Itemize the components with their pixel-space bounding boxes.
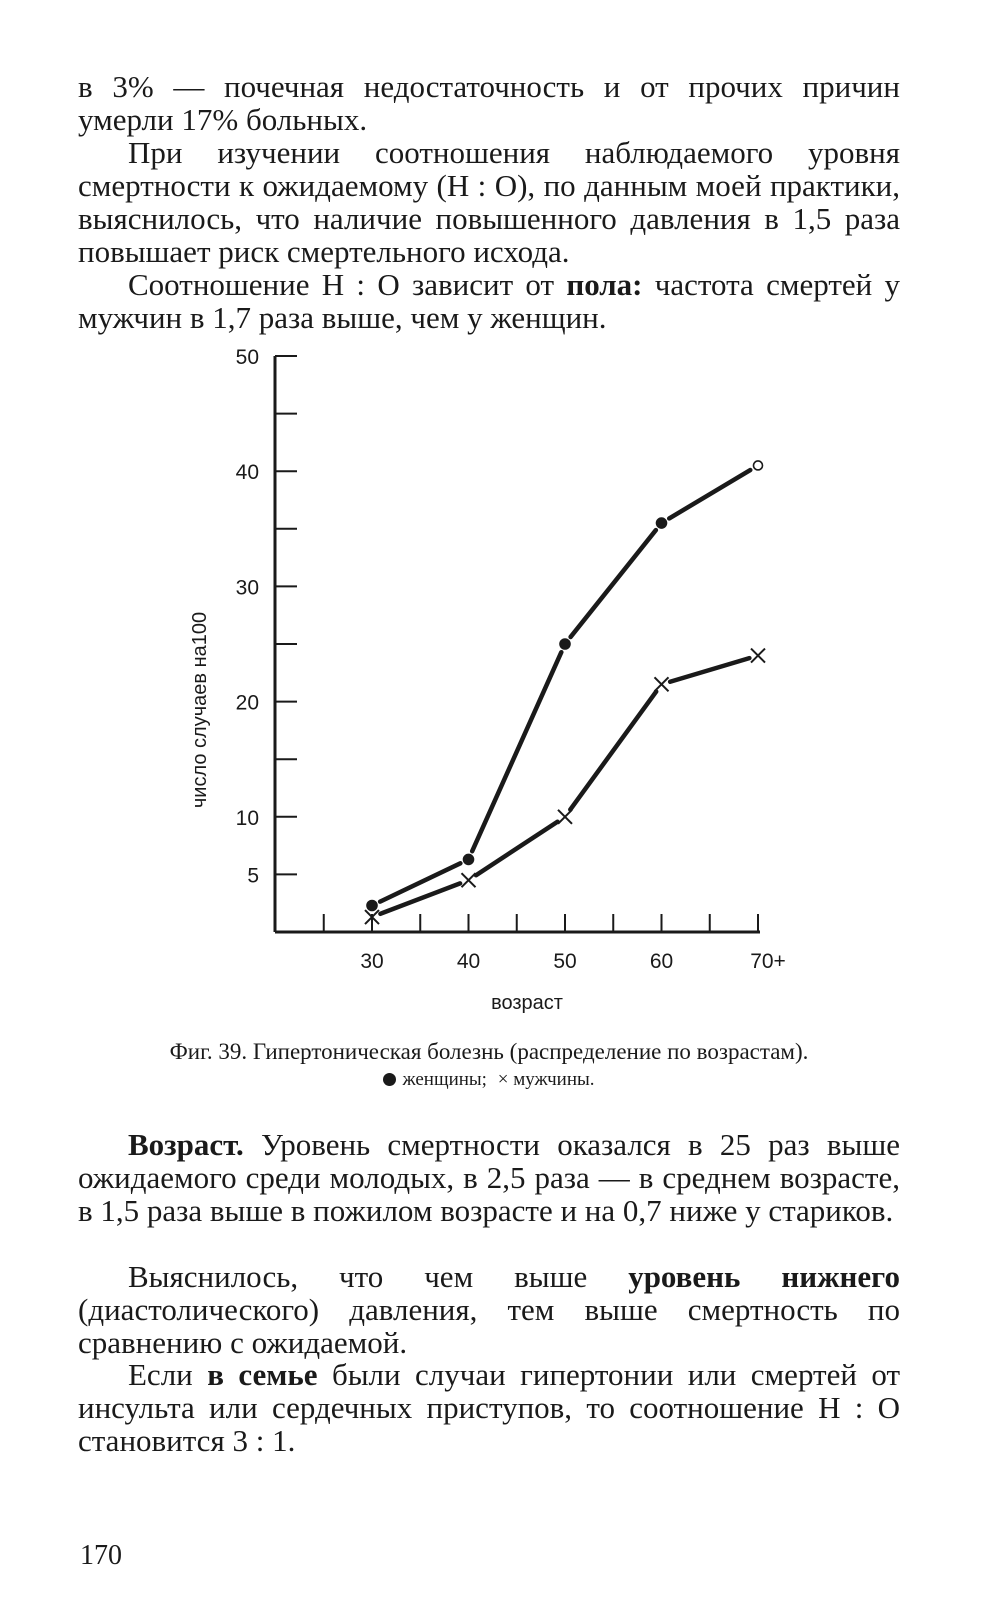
paragraph-1 — [78, 70, 900, 136]
series-segment-cross — [380, 883, 460, 913]
data-point-women — [464, 854, 474, 864]
y-axis-label: число случаев на100 — [189, 611, 211, 809]
series-segment-dot — [571, 530, 656, 637]
paragraph-3-text-b: частота смертей у мужчин в 1,7 раза выше, чем у женщин. — [78, 267, 900, 335]
paragraph-3-bold: пола: — [566, 267, 643, 302]
x-tick-label: 50 — [553, 950, 577, 973]
data-point-women — [657, 518, 667, 528]
paragraph-1-text: в 3% — почечная недостаточность и от прочих причин умерли 17% больных. — [78, 69, 900, 137]
x-tick-label: 30 — [360, 950, 384, 973]
figure-caption-text: Фиг. 39. Гипертоническая болезнь (распределение по возрастам). — [169, 1039, 809, 1064]
paragraph-5 — [78, 1260, 900, 1359]
y-tick-label: 50 — [235, 346, 259, 369]
data-point-men — [655, 677, 669, 691]
series-segment-dot — [380, 863, 460, 901]
page-number: 170 — [80, 1540, 122, 1571]
data-point-men — [462, 873, 476, 887]
paragraph-3 — [78, 268, 900, 334]
series-segment-cross — [570, 692, 656, 810]
y-tick-label: 40 — [235, 461, 259, 485]
paragraph-4 — [78, 1128, 900, 1227]
paragraph-5-text-a: Выяснилось, что чем выше — [128, 1259, 629, 1294]
x-axis-label: возраст — [491, 992, 563, 1014]
data-point-men — [558, 810, 572, 824]
series-segment-dot — [472, 652, 561, 851]
figure-caption — [78, 1037, 900, 1067]
series-segment-cross — [670, 658, 749, 682]
paragraph-4-bold: Возраст. — [128, 1127, 244, 1162]
legend-women-label: женщины; — [402, 1069, 487, 1090]
paragraph-5-text-b: (диастолического) давления, тем выше смертность по сравнению с ожидаемой. — [78, 1292, 900, 1360]
series-segment-dot — [669, 470, 750, 518]
paragraph-2-text: При изучении соотношения наблюдаемого уровня смертности к ожидаемому (Н : О), по данным моей практики, выяснилось, что наличие повышенного давления в 1,5 раза повышает риск смертельного исхода. — [78, 135, 900, 269]
figure-legend — [78, 1067, 900, 1093]
data-point-women — [560, 639, 570, 649]
y-axis — [236, 346, 297, 932]
x-tick-label: 60 — [649, 950, 674, 973]
legend-men-label: мужчины. — [513, 1069, 595, 1090]
paragraph-6-bold: в семье — [207, 1357, 318, 1392]
paragraph-2 — [78, 136, 900, 268]
series-segment-cross — [476, 822, 557, 875]
legend-cross-icon: × — [497, 1069, 509, 1090]
x-tick-label: 40 — [456, 950, 481, 973]
x-tick-label: 70+ — [750, 950, 786, 973]
y-tick-label: 10 — [235, 806, 259, 830]
paragraph-3-text-a: Соотношение Н : О зависит от — [128, 267, 567, 302]
data-point-women — [367, 901, 377, 911]
paragraph-6-text-b: были случаи гипертонии или смертей от инсульта или сердечных приступов, то соотношение Н : О становится 3 : 1. — [78, 1357, 900, 1458]
paragraph-4-text: Уровень смертности оказался в 25 раз выше ожидаемого среди молодых, в 2,5 раза — в среднем возрасте, в 1,5 раза выше в пожилом возрасте и на 0,7 ниже у стариков. — [78, 1127, 900, 1228]
legend-dot-icon — [383, 1073, 396, 1086]
x-axis — [275, 914, 786, 973]
y-tick-label: 30 — [235, 576, 259, 600]
paragraph-6 — [78, 1358, 900, 1457]
data-point-men — [751, 649, 765, 663]
data-point-women — [754, 461, 763, 470]
y-tick-label: 5 — [247, 864, 259, 888]
paragraph-6-text-a: Если — [128, 1357, 208, 1392]
paragraph-5-bold: уровень нижнего — [628, 1259, 900, 1294]
age-distribution-chart — [0, 330, 987, 1030]
series-layer — [365, 461, 765, 924]
y-tick-label: 20 — [235, 691, 259, 715]
